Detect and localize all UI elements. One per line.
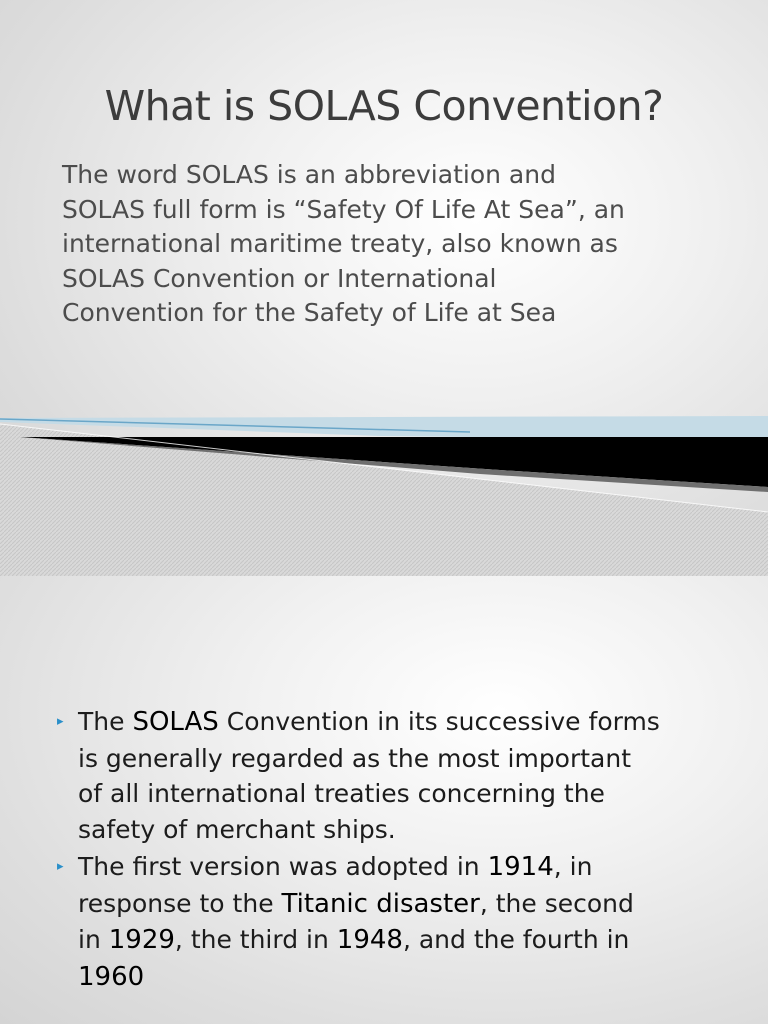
bullet-line: is generally regarded as the most important [78, 743, 632, 773]
bullet-item [56, 704, 736, 847]
bullet-item [56, 849, 736, 995]
intro-line: The word SOLAS is an abbreviation and [62, 160, 556, 189]
highlight-1948: 1948 [336, 925, 403, 955]
slide-2 [0, 576, 768, 1024]
bullet-line: The SOLAS Convention in its successive forms [78, 707, 660, 737]
highlight-solas: SOLAS [132, 707, 219, 737]
highlight-1929: 1929 [108, 925, 175, 955]
highlight-1960: 1960 [78, 961, 145, 992]
intro-line: SOLAS full form is “Safety Of Life At Sea”, an [62, 194, 625, 224]
bullet-line: in 1929, the third in 1948, and the fourth in [78, 925, 630, 955]
bullet-line: response to the Titanic disaster, the second [78, 888, 634, 919]
slide-title: What is SOLAS Convention? [104, 82, 664, 130]
triangle-bullet-icon: ▸ [57, 714, 64, 729]
light-blue-stripe [0, 416, 768, 440]
intro-line: SOLAS Convention or International [62, 263, 497, 293]
highlight-1914: 1914 [487, 852, 554, 882]
bullet-line: of all international treaties concerning the [78, 779, 605, 808]
bullet-line [78, 959, 736, 996]
intro-line: Convention for the Safety of Life at Sea [62, 298, 557, 327]
bullet-line: The first version was adopted in 1914, in [78, 852, 593, 882]
triangle-bullet-icon: ▸ [57, 859, 64, 874]
bullet-line: safety of merchant ships. [78, 814, 396, 844]
intro-line: international maritime treaty, also known as [62, 229, 618, 258]
highlight-titanic: Titanic disaster [281, 888, 480, 919]
bullet-list [56, 704, 736, 997]
intro-paragraph [62, 158, 742, 331]
